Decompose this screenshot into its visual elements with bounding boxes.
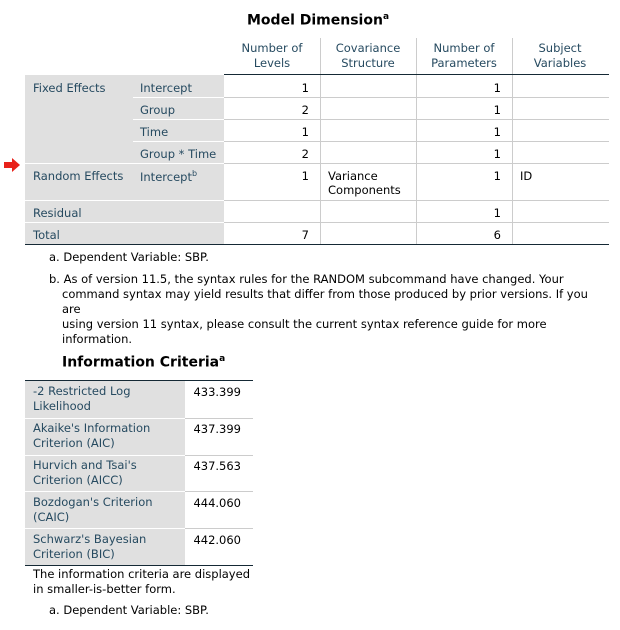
cell-params: 1 (493, 147, 501, 161)
ic-row-value: 442.060 (193, 533, 241, 547)
red-arrow-icon (4, 158, 20, 172)
cell-levels: 2 (301, 103, 309, 117)
ic-row-label: Hurvich and Tsai's Criterion (AICC) (33, 458, 137, 487)
footnote-a: a. Dependent Variable: SBP. (49, 250, 209, 264)
model-dimension-title: Model Dimension$^a$ (247, 12, 390, 29)
footnote-b: b. As of version 11.5, the syntax rules for the RANDOM subcommand have changed. Your command syntax may yield results that differ from those produced by prior versions. If you are using version 11 syntax, please consult the current syntax reference guide for more information. (49, 272, 588, 346)
header-subject-variables: Subject Variables (533, 41, 587, 70)
info-criteria-note: The information criteria are displayed in smaller-is-better form. (33, 567, 250, 596)
row-group-residual: Residual (33, 206, 82, 220)
cell-params: 1 (493, 125, 501, 139)
cell-levels: 1 (301, 81, 309, 95)
cell-params: 1 (493, 206, 501, 220)
header-number-of-levels: Number of Levels (241, 41, 303, 70)
row-group-fixed-effects: Fixed Effects (33, 81, 106, 95)
ic-row-value: 437.563 (193, 459, 241, 473)
cell-covariance-structure: Variance Components (328, 169, 401, 197)
ic-row-label: Bozdogan's Criterion (CAIC) (33, 495, 153, 524)
cell-levels: 7 (301, 228, 309, 242)
cell-levels: 1 (301, 169, 309, 183)
row-effect-group-time: Group * Time (140, 147, 217, 161)
ic-row-label: Akaike's Information Criterion (AIC) (33, 421, 151, 450)
cell-params: 6 (493, 228, 501, 242)
information-criteria-title: Information Criteria$^a$ (62, 354, 226, 371)
row-effect-time: Time (140, 125, 169, 139)
cell-subject: ID (520, 169, 533, 183)
ic-row-label: -2 Restricted Log Likelihood (33, 384, 131, 413)
ic-row-value: 433.399 (193, 385, 241, 399)
cell-params: 1 (493, 169, 501, 183)
ic-row-label: Schwarz's Bayesian Criterion (BIC) (33, 532, 147, 561)
header-covariance-structure: Covariance Structure (335, 41, 401, 70)
row-group-total: Total (33, 228, 60, 242)
header-number-of-parameters: Number of Parameters (431, 41, 497, 70)
cell-params: 1 (493, 81, 501, 95)
row-group-random-effects: Random Effects (33, 169, 124, 183)
cell-params: 1 (493, 103, 501, 117)
row-effect-group: Group (140, 103, 176, 117)
info-criteria-footnote-a: a. Dependent Variable: SBP. (49, 603, 209, 617)
ic-row-value: 437.399 (193, 422, 241, 436)
cell-levels: 1 (301, 125, 309, 139)
row-effect-random-intercept: Intercept$^b$ (140, 169, 198, 184)
row-effect-intercept: Intercept (140, 81, 192, 95)
cell-levels: 2 (301, 147, 309, 161)
ic-row-value: 444.060 (193, 496, 241, 510)
